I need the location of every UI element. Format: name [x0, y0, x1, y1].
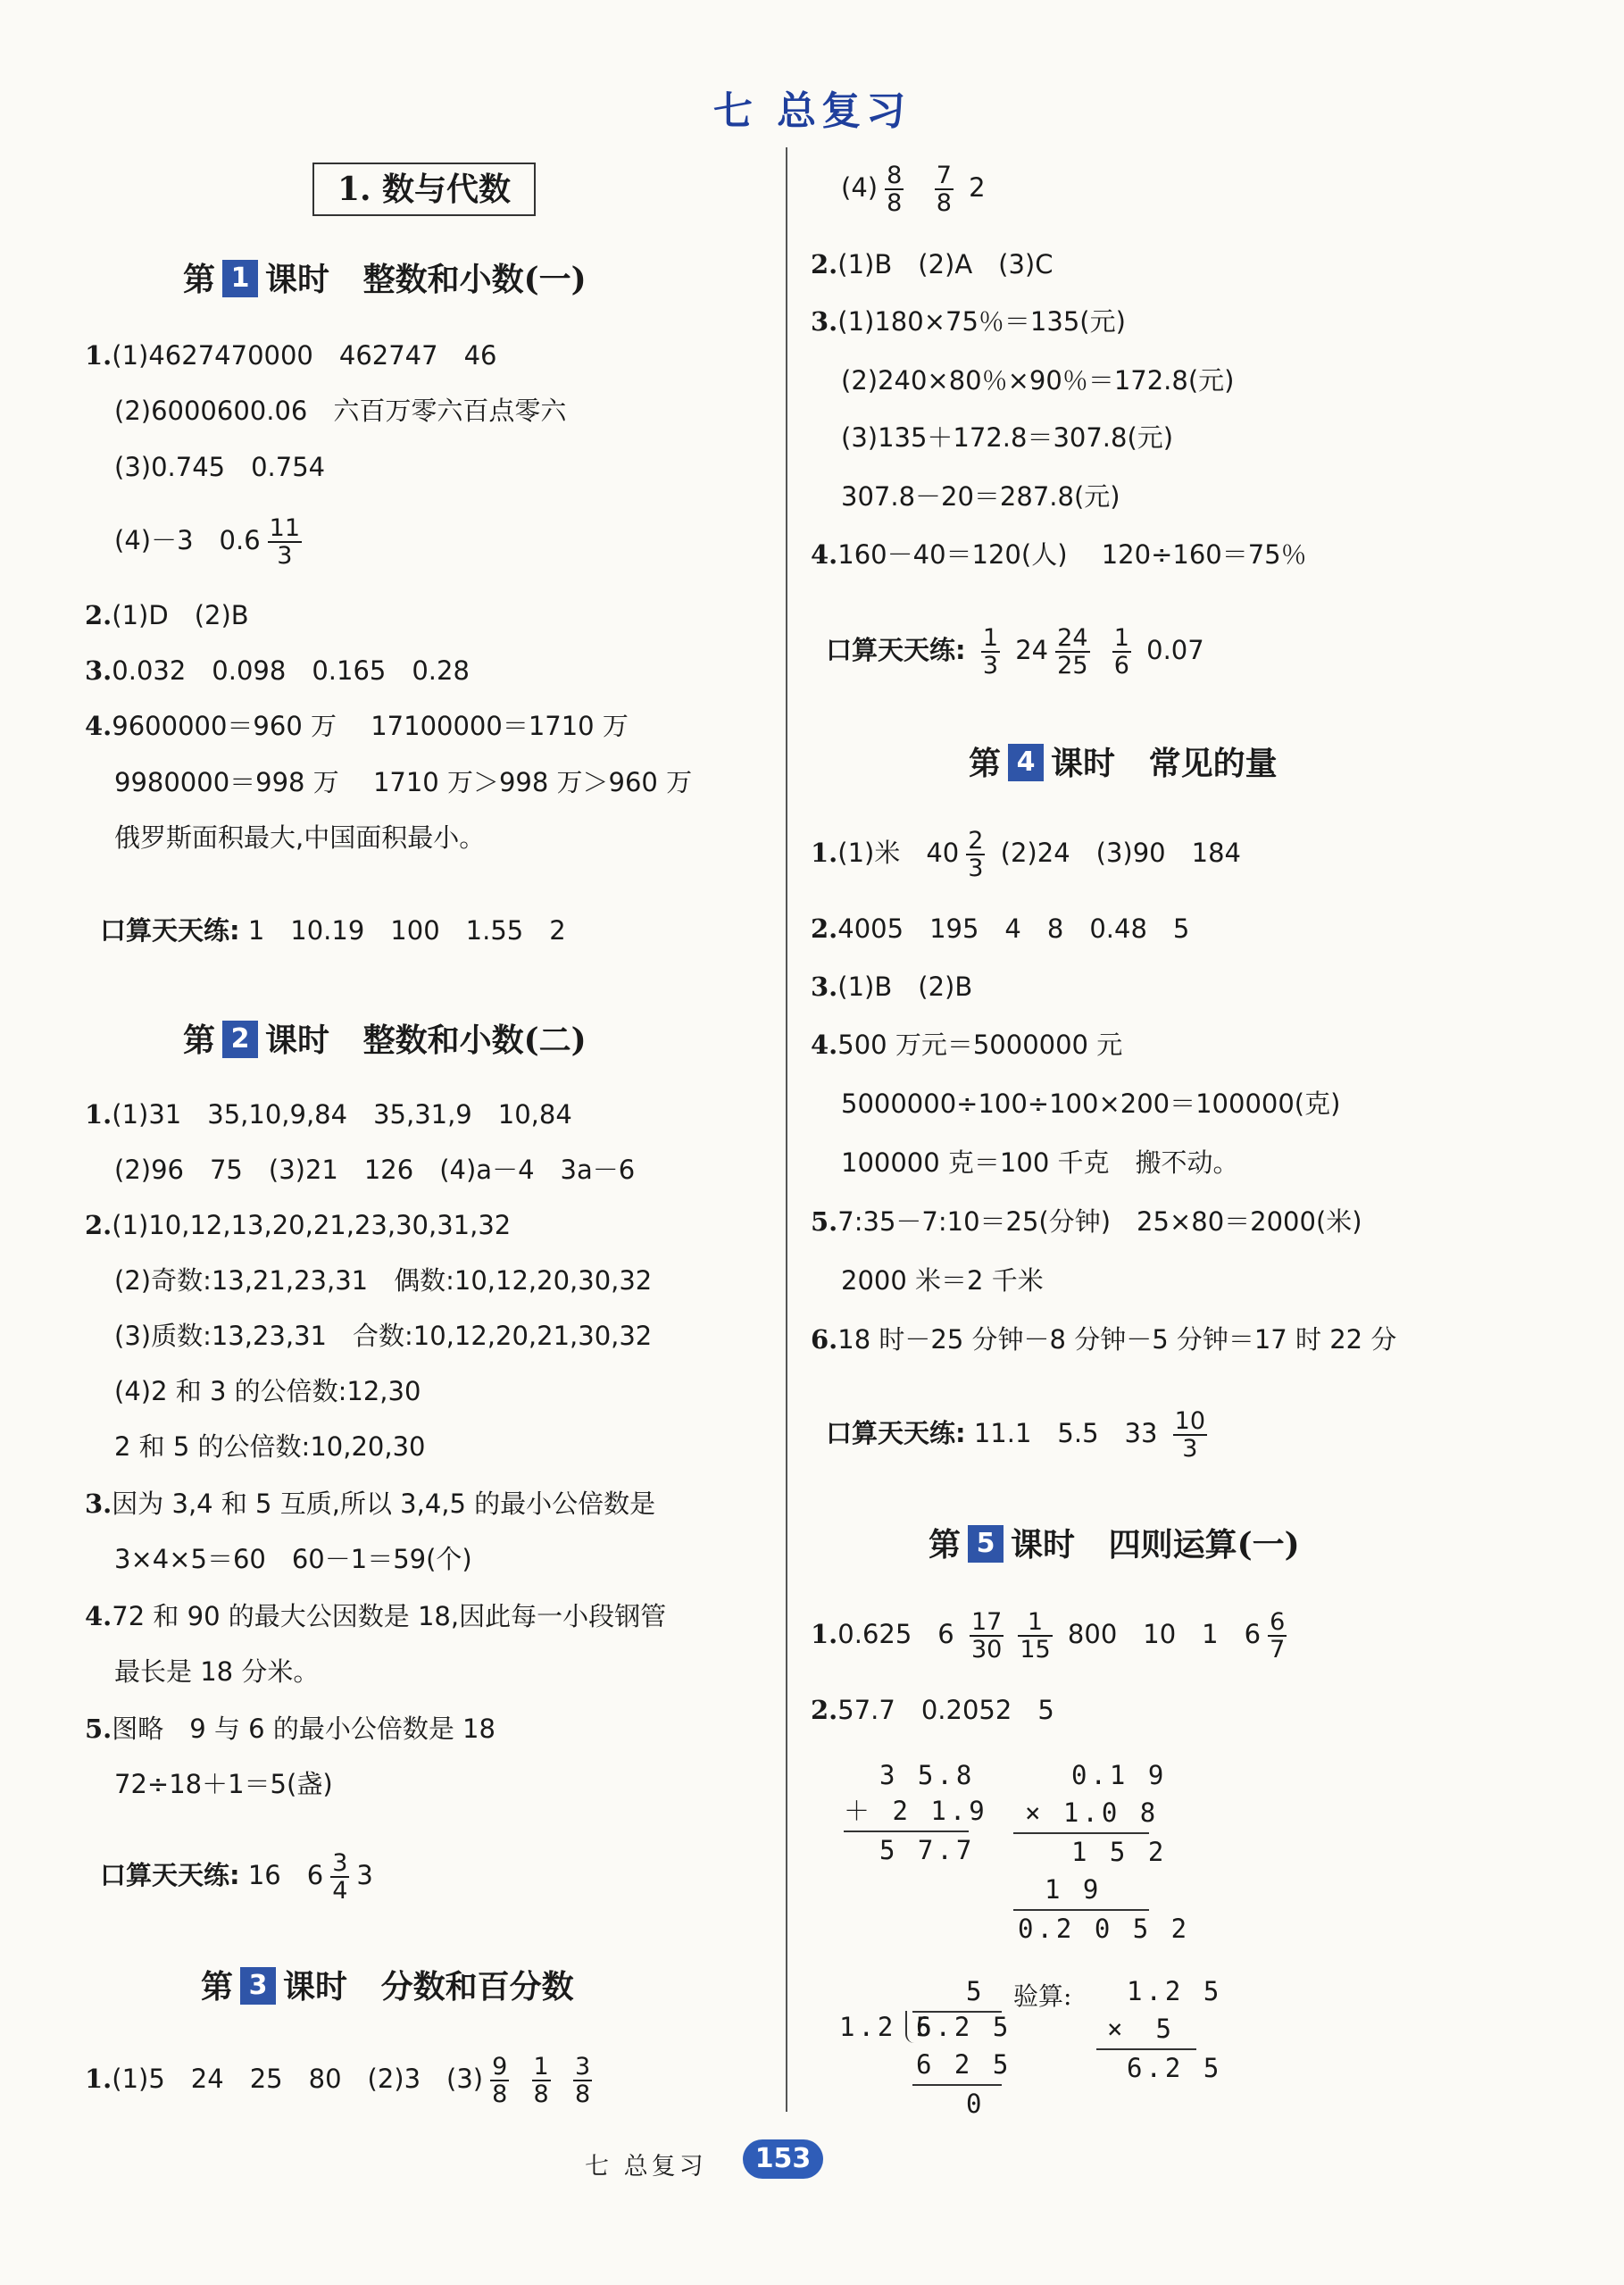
answer-line: 3×4×5＝60 60－1＝59(个) — [114, 1544, 472, 1574]
answer-line: 2.(1)B (2)A (3)C — [811, 249, 1054, 279]
answer-line: 1.(1)米 40 $\frac{2}{3}$ (2)24 (3)90 184 — [811, 827, 1241, 882]
answer-line: 3.(1)B (2)B — [811, 972, 973, 1002]
answer-line: 9980000＝998 万 1710 万＞998 万＞960 万 — [114, 767, 693, 797]
division-line — [912, 2084, 1002, 2086]
answer-line: 4.9600000＝960 万 17100000＝1710 万 — [85, 711, 629, 741]
answer-line: (3)0.745 0.754 — [114, 452, 326, 482]
multiplication-row: 1 5 2 — [1071, 1837, 1168, 1867]
answer-line: 5.图略 9 与 6 的最小公倍数是 18 — [85, 1714, 496, 1744]
answer-line: (3)135＋172.8＝307.8(元) — [841, 422, 1174, 453]
answer-line: (4)－3 0.6 $\frac{11}{3}$ — [114, 514, 301, 570]
division-divisor: 1.2 5 — [839, 2012, 936, 2042]
answer-line: 5.7:35－7:10＝25(分钟) 25×80＝2000(米) — [811, 1206, 1362, 1237]
answer-line: (4) $\frac{8}{8}$ $\frac{7}{8}$ 2 — [841, 162, 986, 217]
answer-line: 6.18 时－25 分钟－8 分钟－5 分钟＝17 时 22 分 — [811, 1324, 1397, 1355]
lesson-number-badge: 3 — [240, 1967, 276, 2005]
page-number: 153 — [743, 2139, 823, 2179]
answer-line: 307.8－20＝287.8(元) — [841, 481, 1120, 512]
lesson-number-badge: 4 — [1008, 744, 1044, 781]
fraction: $\frac{17}{30}$ — [970, 1608, 1003, 1664]
lesson-3-heading: 第 3 课时 分数和百分数 — [201, 1968, 574, 2006]
division-quotient: 5 — [966, 1976, 986, 2006]
lesson-number-badge: 1 — [222, 260, 258, 297]
answer-line: 2.57.7 0.2052 5 — [811, 1695, 1054, 1725]
answer-line: 1.(1)31 35,10,9,84 35,31,9 10,84 — [85, 1099, 572, 1130]
fraction: $\frac{9}{8}$ — [492, 2053, 508, 2108]
answer-line: 4.72 和 90 的最大公因数是 18,因此每一小段钢管 — [85, 1601, 667, 1631]
oral-practice: 口算天天练: 16 6 $\frac{3}{4}$ 3 — [100, 1849, 373, 1905]
addition-row: 3 5.8 — [879, 1760, 976, 1790]
multiplication-row: 1 9 — [1045, 1874, 1103, 1905]
answer-line: (4)2 和 3 的公倍数:12,30 — [114, 1376, 421, 1406]
answer-line: 最长是 18 分米。 — [114, 1656, 320, 1687]
answer-line: 2 和 5 的公倍数:10,20,30 — [114, 1431, 426, 1462]
lesson-2-heading: 第 2 课时 整数和小数(二) — [183, 1022, 587, 1059]
multiplication-row: × 1.0 8 — [1025, 1797, 1160, 1828]
answer-line: (2)6000600.06 六百万零六百点零六 — [114, 396, 567, 426]
answer-line: 5000000÷100÷100×200＝100000(克) — [841, 1088, 1341, 1119]
answer-line: (2)96 75 (3)21 126 (4)a－4 3a－6 — [114, 1155, 636, 1185]
fraction: $\frac{1}{3}$ — [982, 624, 999, 680]
addition-result: 5 7.7 — [879, 1835, 976, 1865]
page-title: 七 总复习 — [712, 88, 912, 134]
fraction: $\frac{1}{6}$ — [1113, 624, 1129, 680]
fraction: $\frac{8}{8}$ — [887, 162, 903, 217]
fraction: $\frac{1}{8}$ — [533, 2053, 549, 2108]
answer-line: 3.0.032 0.098 0.165 0.28 — [85, 655, 470, 686]
lesson-5-heading: 第 5 课时 四则运算(一) — [929, 1526, 1300, 1564]
section-heading: 1. 数与代数 — [312, 163, 536, 216]
column-divider — [786, 147, 787, 2112]
answer-line: 俄罗斯面积最大,中国面积最小。 — [114, 822, 486, 853]
multiplication-result: 0.2 0 5 2 — [1018, 1914, 1191, 1944]
lesson-number-badge: 5 — [968, 1525, 1004, 1563]
division-dividend: 6.2 5 — [916, 2012, 1012, 2042]
check-row: × 5 — [1107, 2014, 1175, 2044]
answer-line: 1.(1)5 24 25 80 (2)3 (3) $\frac{9}{8}$ $\frac{1}{8}$ $\frac{3}{8}$ — [85, 2053, 591, 2108]
lesson-number-badge: 2 — [222, 1021, 258, 1058]
fraction: $\frac{6}{7}$ — [1270, 1608, 1286, 1664]
fraction: $\frac{7}{8}$ — [936, 162, 952, 217]
answer-line: 2.(1)10,12,13,20,21,23,30,31,32 — [85, 1210, 512, 1240]
answer-line: 4.500 万元＝5000000 元 — [811, 1030, 1123, 1060]
answer-line: 3.因为 3,4 和 5 互质,所以 3,4,5 的最小公倍数是 — [85, 1489, 656, 1519]
addition-row: ＋ 2 1.9 — [844, 1796, 988, 1826]
answer-line: 4.160－40＝120(人) 120÷160＝75％ — [811, 539, 1307, 570]
fraction: $\frac{3}{8}$ — [574, 2053, 591, 2108]
fraction: $\frac{2}{3}$ — [968, 827, 984, 882]
answer-line: 1.0.625 6 $\frac{17}{30}$ $\frac{1}{15}$ 800 10 1 6 $\frac{6}{7}$ — [811, 1608, 1286, 1664]
answer-line: (3)质数:13,23,31 合数:10,12,20,21,30,32 — [114, 1321, 653, 1351]
oral-practice: 口算天天练: $\frac{1}{3}$ 24 $\frac{24}{25}$ $\frac{1}{6}$ 0.07 — [826, 624, 1204, 680]
answer-line: 72÷18＋1＝5(盏) — [114, 1769, 333, 1799]
fraction: $\frac{3}{4}$ — [332, 1849, 348, 1905]
answer-line: 1.(1)4627470000 462747 46 — [85, 340, 497, 371]
lesson-1-heading: 第 1 课时 整数和小数(一) — [183, 261, 587, 298]
division-subtrahend: 6 2 5 — [916, 2049, 1012, 2080]
check-result: 6.2 5 — [1127, 2053, 1223, 2083]
answer-line: 2.(1)D (2)B — [85, 600, 249, 630]
answer-line: 2000 米＝2 千米 — [841, 1265, 1044, 1296]
fraction: $\frac{11}{3}$ — [269, 514, 301, 570]
answer-line: 2.4005 195 4 8 0.48 5 — [811, 913, 1190, 944]
lesson-4-heading: 第 4 课时 常见的量 — [969, 745, 1278, 782]
oral-practice: 口算天天练: 11.1 5.5 33 $\frac{10}{3}$ — [826, 1407, 1205, 1463]
fraction: $\frac{10}{3}$ — [1174, 1407, 1205, 1463]
multiplication-row: 0.1 9 — [1071, 1760, 1168, 1790]
answer-line: 3.(1)180×75％＝135(元) — [811, 306, 1126, 337]
answer-line: (2)奇数:13,21,23,31 偶数:10,12,20,30,32 — [114, 1265, 653, 1296]
answer-line: 100000 克＝100 千克 搬不动。 — [841, 1147, 1239, 1178]
check-row: 1.2 5 — [1127, 1976, 1223, 2006]
fraction: $\frac{1}{15}$ — [1020, 1608, 1051, 1664]
footer-chapter: 七 总复习 — [585, 2153, 707, 2181]
oral-practice: 口算天天练: 1 10.19 100 1.55 2 — [100, 915, 566, 946]
answer-line: (2)240×80％×90％＝172.8(元) — [841, 365, 1235, 396]
fraction: $\frac{24}{25}$ — [1057, 624, 1088, 680]
check-label: 验算: — [1013, 1981, 1072, 2011]
division-remainder: 0 — [966, 2089, 986, 2119]
